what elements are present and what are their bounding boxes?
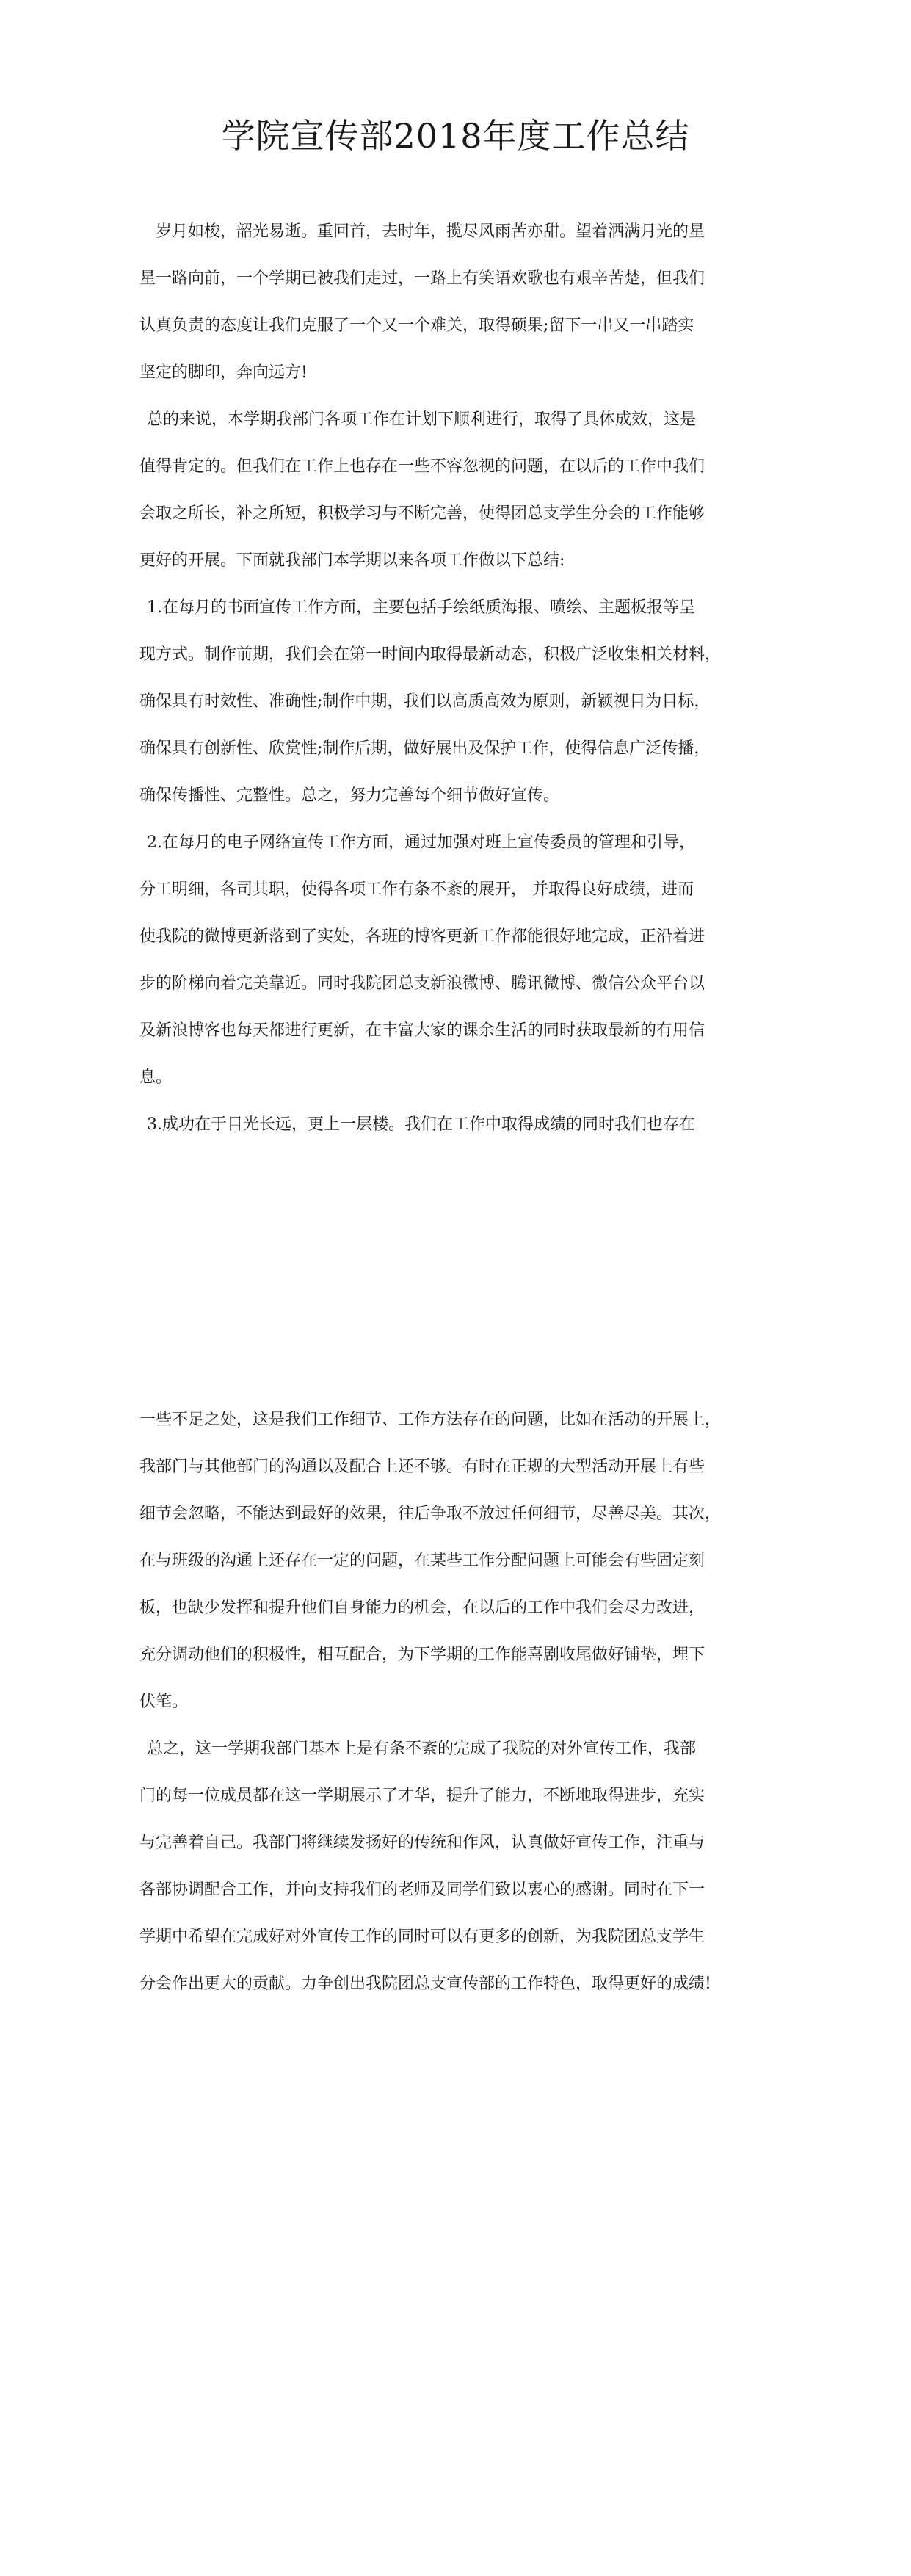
paragraph-line: 确保具有时效性、准确性;制作中期，我们以高质高效为原则，新颖视目为目标， (139, 692, 711, 711)
paragraph-line: 板，也缺少发挥和提升他们自身能力的机会，在以后的工作中我们会尽力改进， (139, 1599, 705, 1617)
paragraph-line: 使我院的微博更新落到了实处，各班的博客更新工作都能很好地完成，正沿着进 (139, 927, 705, 946)
paragraph-line: 息。 (139, 1068, 173, 1087)
paragraph-line: 3.成功在于目光长远，更上一层楼。我们在工作中取得成绩的同时我们也存在 (147, 1115, 695, 1134)
paragraph-line: 1.在每月的书面宣传工作方面，主要包括手绘纸质海报、喷绘、主题板报等呈 (147, 598, 695, 617)
paragraph-line: 我部门与其他部门的沟通以及配合上还不够。有时在正规的大型活动开展上有些 (139, 1458, 705, 1476)
paragraph-line: 细节会忽略，不能达到最好的效果，往后争取不放过任何细节，尽善尽美。其次， (139, 1505, 722, 1523)
paragraph-line: 确保具有创新性、欣赏性;制作后期，做好展出及保护工作，使得信息广泛传播， (139, 739, 711, 758)
paragraph-line: 一些不足之处，这是我们工作细节、工作方法存在的问题，比如在活动的开展上， (139, 1411, 722, 1429)
body-section-two (139, 1397, 785, 2008)
paragraph-line: 岁月如梭，韶光易逝。重回首，去时年，揽尽风雨苦亦甜。望着洒满月光的星 (156, 222, 705, 241)
paragraph-line: 坚定的脚印，奔向远方! (139, 363, 308, 382)
document-title: 学院宣传部2018年度工作总结 (221, 116, 690, 156)
paragraph-line: 门的每一位成员都在这一学期展示了才华，提升了能力，不断地取得进步，充实 (139, 1787, 705, 1805)
paragraph-line: 在与班级的沟通上还存在一定的问题，在某些工作分配问题上可能会有些固定刻 (139, 1552, 705, 1570)
paragraph-line: 现方式。制作前期，我们会在第一时间内取得最新动态，积极广泛收集相关材料， (139, 645, 722, 664)
paragraph-line: 伏笔。 (139, 1693, 189, 1711)
paragraph-line: 及新浪博客也每天都进行更新，在丰富大家的课余生活的同时获取最新的有用信 (139, 1021, 705, 1040)
paragraph-line: 充分调动他们的积极性，相互配合，为下学期的工作能喜剧收尾做好铺垫，埋下 (139, 1646, 705, 1664)
paragraph-line: 学期中希望在完成好对外宣传工作的同时可以有更多的创新，为我院团总支学生 (139, 1928, 705, 1946)
paragraph-line: 值得肯定的。但我们在工作上也存在一些不容忽视的问题，在以后的工作中我们 (139, 457, 705, 476)
paragraph-line: 总之，这一学期我部门基本上是有条不紊的完成了我院的对外宣传工作，我部 (147, 1740, 697, 1758)
paragraph-line: 分工明细，各司其职，使得各项工作有条不紊的展开， 并取得良好成绩，进而 (139, 880, 694, 899)
paragraph-line: 星一路向前，一个学期已被我们走过，一路上有笑语欢歌也有艰辛苦楚，但我们 (139, 269, 705, 288)
paragraph-line: 2.在每月的电子网络宣传工作方面，通过加强对班上宣传委员的管理和引导， (147, 833, 695, 852)
paragraph-line: 认真负责的态度让我们克服了一个又一个难关，取得硕果;留下一串又一串踏实 (139, 316, 694, 335)
paragraph-line: 更好的开展。下面就我部门本学期以来各项工作做以下总结: (139, 551, 565, 570)
paragraph-line: 总的来说，本学期我部门各项工作在计划下顺利进行，取得了具体成效，这是 (147, 410, 697, 429)
paragraph-line: 分会作出更大的贡献。力争创出我院团总支宣传部的工作特色，取得更好的成绩! (139, 1975, 711, 1993)
paragraph-line: 各部协调配合工作，并向支持我们的老师及同学们致以衷心的感谢。同时在下一 (139, 1881, 705, 1899)
paragraph-line: 与完善着自己。我部门将继续发扬好的传统和作风，认真做好宣传工作，注重与 (139, 1834, 705, 1852)
paragraph-line: 会取之所长，补之所短，积极学习与不断完善，使得团总支学生分会的工作能够 (139, 504, 705, 523)
paragraph-line: 步的阶梯向着完美靠近。同时我院团总支新浪微博、腾讯微博、微信公众平台以 (139, 974, 705, 993)
paragraph-line: 确保传播性、完整性。总之，努力完善每个细节做好宣传。 (139, 786, 560, 805)
body-section-one (139, 209, 785, 1148)
